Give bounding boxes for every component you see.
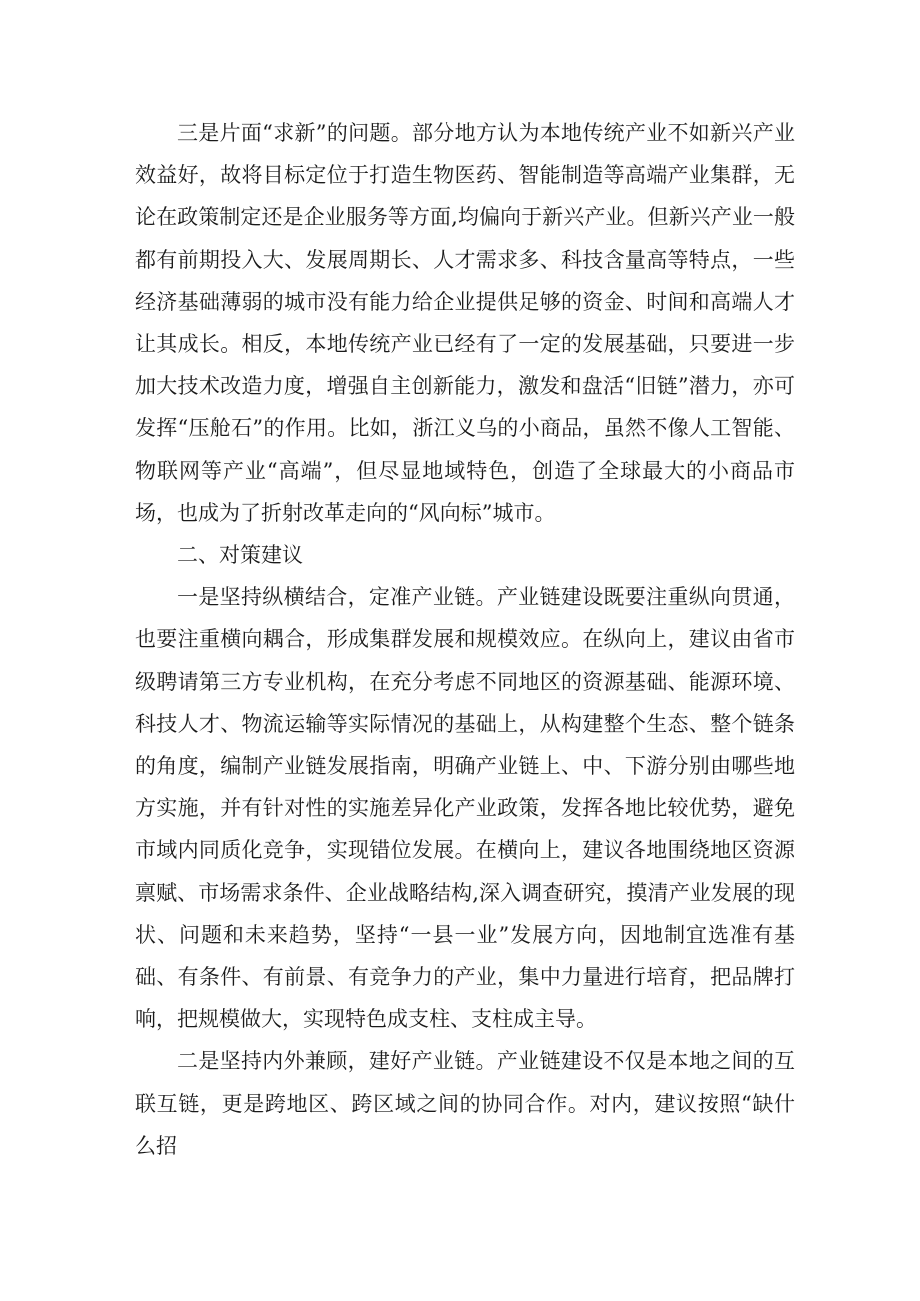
document-body (135, 112, 795, 1167)
section-heading-countermeasures: 二、对策建议 (177, 543, 303, 568)
paragraph-problem-three: 三是片面“求新”的问题。部分地方认为本地传统产业不如新兴产业效益好，故将目标定位于打造生物医药、智能制造等高端产业集群，无论在政策制定还是企业服务等方面,均偏向于新兴产业。但新兴产业一般都有前期投入大、发展周期长、人才需求多、科技含量高等特点，一些经济基础薄弱的城市没有能力给企业提供足够的资金、时间和高端人才让其成长。相反，本地传统产业已经有了一定的发展基础，只要进一步加大技术改造力度，增强自主创新能力，激发和盘活“旧链”潜力，亦可发挥“压舱石”的作用。比如，浙江义乌的小商品，虽然不像人工智能、物联网等产业“高端”，但尽显地域特色，创造了全球最大的小商品市场，也成为了折射改革走向的“风向标”城市。 (135, 121, 795, 525)
paragraph-suggestion-one: 一是坚持纵横结合，定准产业链。产业链建设既要注重纵向贯通，也要注重横向耦合，形成集群发展和规模效应。在纵向上，建议由省市级聘请第三方专业机构，在充分考虑不同地区的资源基础、能源环境、科技人才、物流运输等实际情况的基础上，从构建整个生态、整个链条的角度，编制产业链发展指南，明确产业链上、中、下游分别由哪些地方实施，并有针对性的实施差异化产业政策，发挥各地比较优势，避免市域内同质化竞争，实现错位发展。在横向上，建议各地围绕地区资源禀赋、市场需求条件、企业战略结构,深入调查研究，摸清产业发展的现状、问题和未来趋势，坚持“一县一业”发展方向，因地制宜选准有基础、有条件、有前景、有竞争力的产业，集中力量进行培育，把品牌打响，把规模做大，实现特色成支柱、支柱成主导。 (135, 585, 795, 1032)
paragraph-suggestion-two: 二是坚持内外兼顾，建好产业链。产业链建设不仅是本地之间的互联互链，更是跨地区、跨区域之间的协同合作。对内，建议按照“缺什么招 (135, 1049, 795, 1158)
